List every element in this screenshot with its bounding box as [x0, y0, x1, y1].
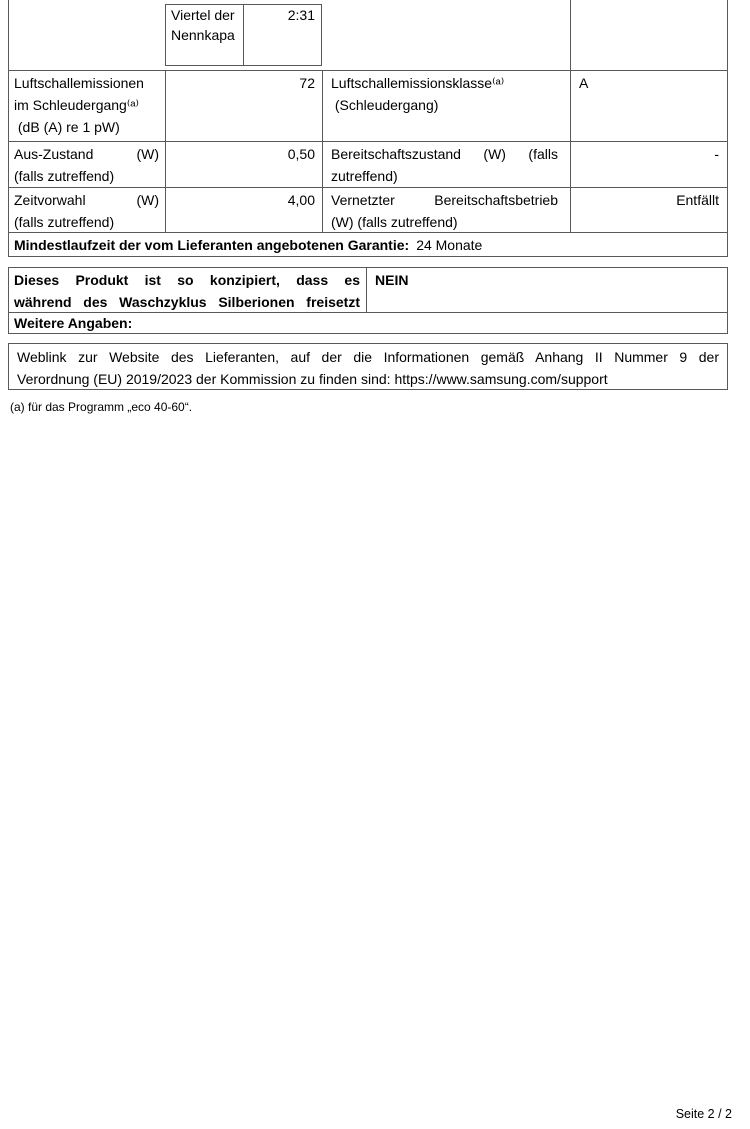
delay-start-label-line2: (falls zutreffend)	[14, 214, 115, 230]
off-mode-label-line2: (falls zutreffend)	[14, 168, 115, 184]
off-mode-label-cell	[8, 141, 165, 187]
silver-question-cell	[8, 267, 366, 312]
carryover-spacer-cell	[322, 0, 570, 70]
noise-label-line1: Luftschallemissionen	[14, 75, 144, 91]
page-content	[0, 0, 750, 415]
noise-label-line3: (dB (A) re 1 pW)	[14, 119, 120, 135]
weblink-table	[8, 343, 728, 390]
silver-answer-cell: NEIN	[366, 267, 728, 312]
noise-class-label-line1: Luftschallemissionsklasse⁽ᵃ⁾	[331, 75, 505, 91]
carryover-label: Viertel der Nennkapa	[166, 5, 244, 65]
off-mode-label-line1: Aus-Zustand (W)	[14, 146, 159, 162]
weblink-line1: Weblink zur Website des Lieferanten, auf der die Informationen gemäß Anhang II Nummer 9 der	[17, 349, 719, 365]
carryover-value: 2:31	[287, 7, 315, 23]
carryover-right-cell	[570, 0, 728, 70]
networked-standby-value-cell: Entfällt	[570, 187, 728, 232]
delay-start-label-line1: Zeitvorwahl (W)	[14, 192, 159, 208]
standby-label-cell	[322, 141, 570, 187]
networked-standby-label-cell	[322, 187, 570, 232]
noise-class-label-cell	[322, 70, 570, 141]
page-number: Seite 2 / 2	[675, 1107, 732, 1121]
weblink-cell	[8, 343, 728, 390]
guarantee-label: Mindestlaufzeit der vom Lieferanten angebotenen Garantie:	[14, 237, 410, 253]
noise-class-value-cell: A	[570, 70, 728, 141]
footnote: (a) für das Programm „eco 40-60“.	[10, 400, 193, 414]
noise-value-cell: 72	[165, 70, 322, 141]
table-gap	[8, 334, 750, 343]
delay-start-label-cell	[8, 187, 165, 232]
standby-value-cell: -	[570, 141, 728, 187]
more-info-row: Weitere Angaben:	[8, 312, 728, 334]
table-gap	[8, 257, 750, 267]
silver-question-line1: Dieses Produkt ist so konzipiert, dass es	[14, 272, 360, 288]
networked-standby-label-line1: Vernetzter Bereitschaftsbetrieb	[331, 192, 558, 208]
carryover-cell	[165, 0, 322, 70]
guarantee-value: 24 Monate	[416, 237, 483, 253]
weblink-line2: Verordnung (EU) 2019/2023 der Kommission zu finden sind: https://www.samsung.com/support	[17, 371, 608, 387]
networked-standby-label-line2: (W) (falls zutreffend)	[331, 214, 458, 230]
off-mode-value-cell: 0,50	[165, 141, 322, 187]
standby-label-line1: Bereitschaftszustand (W) (falls	[331, 146, 558, 162]
standby-label-line2: zutreffend)	[331, 168, 398, 184]
noise-label-line2: im Schleudergang⁽ᵃ⁾	[14, 97, 139, 113]
silver-question-line2: während des Waschzyklus Silberionen freisetzt	[14, 294, 360, 310]
carryover-subtable	[165, 4, 322, 66]
noise-class-label-line2: (Schleudergang)	[331, 97, 439, 113]
delay-start-value-cell: 4,00	[165, 187, 322, 232]
noise-label-cell	[8, 70, 165, 141]
product-table-main	[8, 0, 728, 257]
guarantee-row	[8, 232, 728, 257]
carryover-left-cell	[8, 0, 165, 70]
silver-ions-table	[8, 267, 728, 334]
